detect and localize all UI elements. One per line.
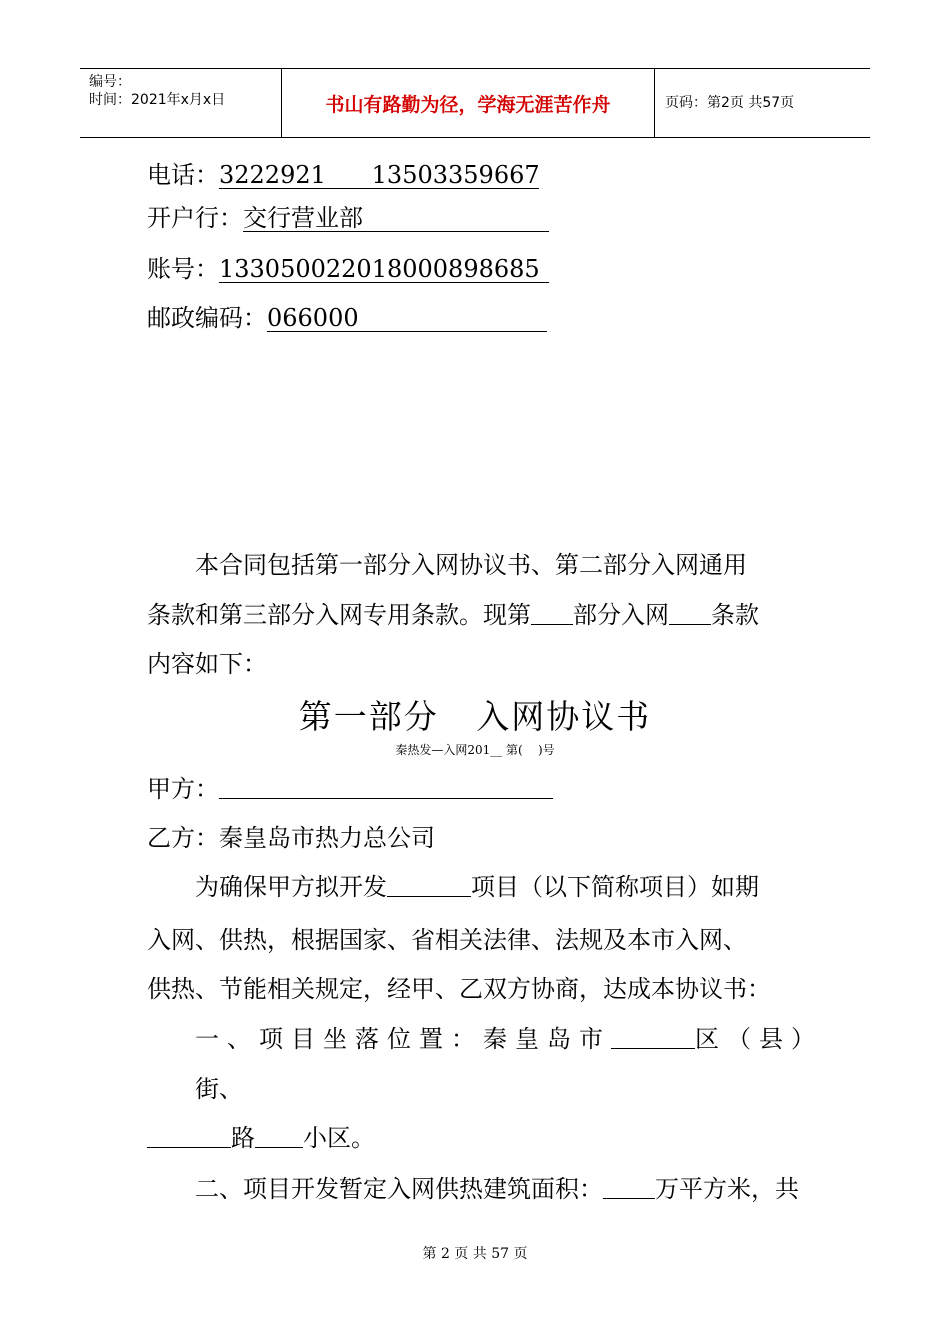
intro-line-2-a: 条款和第三部分入网专用条款。现第 — [147, 601, 531, 629]
intro-line-3: 内容如下： — [147, 650, 267, 678]
time-label: 时间：2021年x月x日 — [89, 92, 226, 108]
item2-a: 二、项目开发暂定入网供热建筑面积： — [195, 1175, 603, 1203]
number-label: 编号： — [89, 74, 131, 90]
phone-value: 3222921 13503359667 — [219, 161, 540, 189]
area-blank — [603, 1176, 655, 1199]
intro-line-2-c: 条款 — [711, 601, 759, 629]
phone-label: 电话： — [147, 161, 219, 189]
body-p3: 供热、节能相关规定，经甲、乙双方协商，达成本协议书： — [147, 975, 771, 1003]
doc-number: 秦热发—入网201__ 第( )号 — [395, 743, 555, 757]
item2-line — [195, 1174, 799, 1204]
project-blank — [387, 874, 471, 897]
party-a-line — [147, 774, 553, 804]
account-line — [147, 254, 549, 284]
blank-clause — [669, 602, 711, 625]
postal-line — [147, 303, 547, 333]
item1-a: 一、项目坐落位置：秦皇岛市 — [195, 1025, 611, 1053]
community-blank — [255, 1125, 303, 1148]
item2-b: 万平方米，共 — [655, 1175, 799, 1203]
bank-value: 交行营业部 — [243, 205, 549, 232]
postal-value: 066000 — [267, 305, 547, 332]
item1-road-line — [147, 1123, 375, 1153]
phone-line — [147, 160, 539, 190]
intro-line-2-b: 部分入网 — [573, 601, 669, 629]
motto-text: 书山有路勤为径，学海无涯苦作舟 — [325, 94, 611, 116]
party-b-line: 乙方：秦皇岛市热力总公司 — [147, 824, 435, 852]
header-table — [80, 68, 870, 138]
intro-line-2 — [147, 600, 759, 630]
body-p2: 入网、供热，根据国家、省相关法律、法规及本市入网、 — [147, 926, 747, 954]
item1-b: 区（县） — [695, 1025, 823, 1053]
item1-e: 小区。 — [303, 1124, 375, 1152]
bank-line — [147, 203, 549, 233]
bank-label: 开户行： — [147, 204, 243, 232]
postal-label: 邮政编码： — [147, 304, 267, 332]
district-blank — [611, 1026, 695, 1049]
header-motto-cell — [282, 69, 655, 137]
section-title: 第一部分 入网协议书 — [298, 697, 652, 736]
intro-line-1: 本合同包括第一部分入网协议书、第二部分入网通用 — [195, 551, 747, 579]
body-p1-b: 项目（以下简称项目）如期 — [471, 873, 759, 901]
item1-line — [195, 1024, 823, 1054]
body-p1 — [195, 872, 759, 902]
body-p1-a: 为确保甲方拟开发 — [195, 873, 387, 901]
account-label: 账号： — [147, 255, 219, 283]
header-meta-cell — [80, 69, 282, 137]
blank-part — [531, 602, 573, 625]
header-page-info: 页码：第2页 共57页 — [665, 95, 795, 111]
page-footer: 第 2 页 共 57 页 — [422, 1246, 528, 1262]
item1-d: 路 — [231, 1124, 255, 1152]
party-a-blank — [219, 776, 553, 799]
road-blank — [147, 1125, 231, 1148]
party-a-label: 甲方： — [147, 775, 219, 803]
item1-street: 街、 — [195, 1075, 243, 1103]
header-page-cell — [655, 69, 870, 137]
account-value: 13305002201800089868​5 — [219, 256, 549, 283]
